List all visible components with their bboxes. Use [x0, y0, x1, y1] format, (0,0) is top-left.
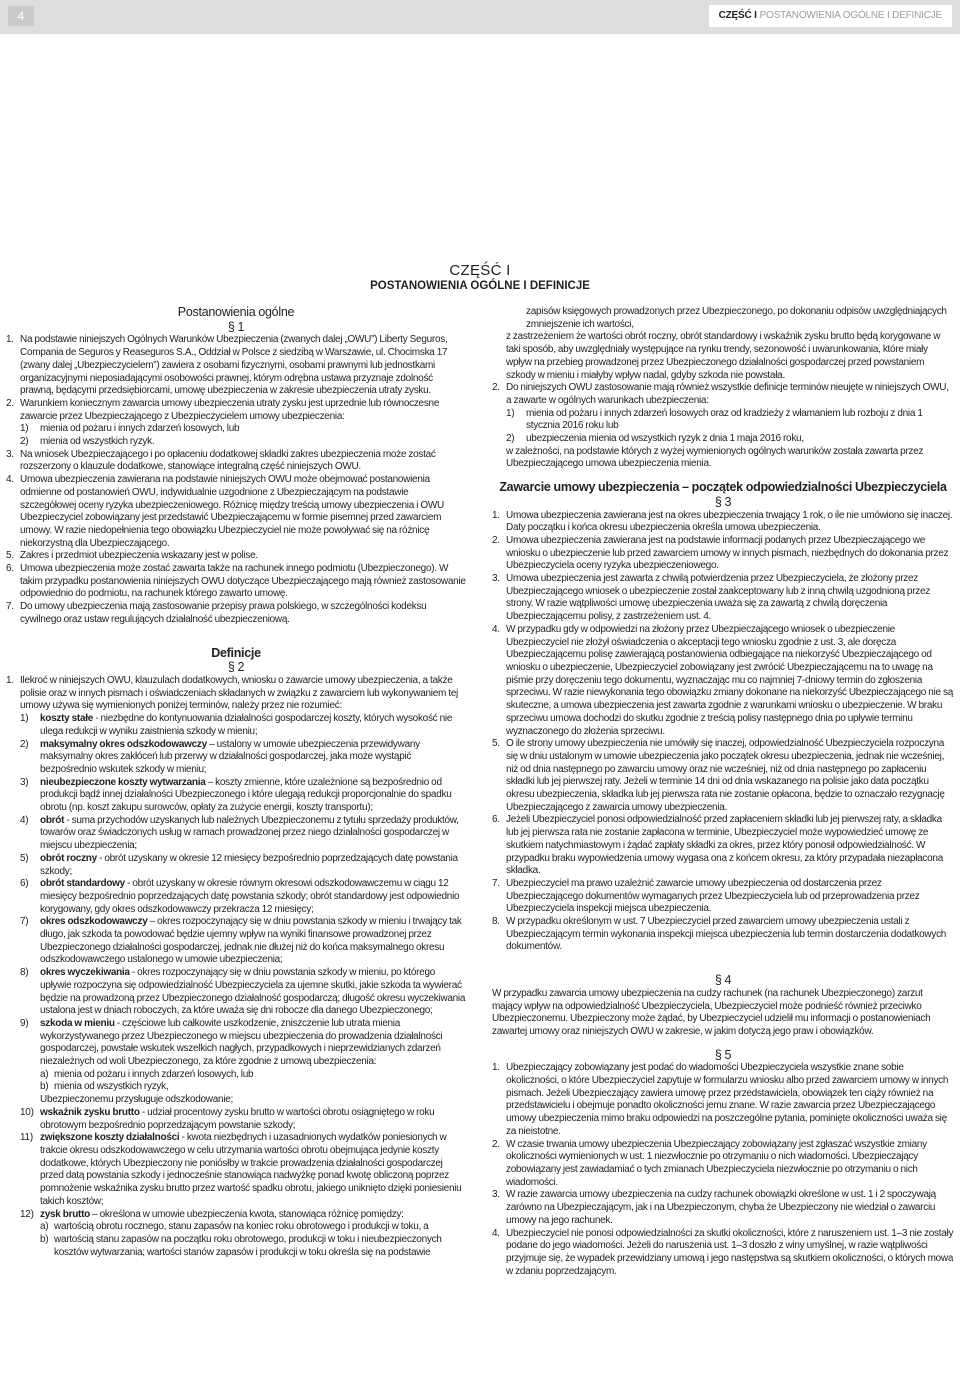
item-text: W czasie trwania umowy ubezpieczenia Ubezpieczający zobowiązany jest zgłaszać wszystkie zmiany okoliczności wymienionych w ust. 1 niezwłocznie po otrzymaniu o nich wiadomości. Ubezpieczający zobowiązany jest zawiadamiać o tych zmianach Ubezpieczyciela niezwłocznie po otrzymaniu o nich wiadomości.: [506, 1138, 927, 1188]
item-number: 6.: [6, 563, 14, 575]
list-item: [492, 878, 954, 916]
item-number: 2): [20, 738, 29, 750]
item-number: 3.: [6, 448, 14, 460]
item-text: – określona w umowie ubezpieczenia kwota, stanowiąca różnicę pomiędzy:: [89, 1208, 404, 1220]
list-item: [6, 563, 466, 601]
list-item: [492, 916, 954, 954]
paragraph-3-heading: § 3: [714, 494, 732, 509]
sub-list-item: [40, 1234, 466, 1259]
continued-text-1: [526, 306, 954, 331]
item-text: Ilekroć w niniejszych OWU, klauzulach dodatkowych, wniosku o zawarcie umowy ubezpieczenia, a także polisie oraz w innych pismach i oświadczeniach składanych w związku z zawarciem lub wykonywaniem tej umowy używa się wymienionych poniżej terminów, należy przez nie rozumieć:: [20, 674, 458, 712]
item-text: - obrót uzyskany w okresie równym okresowi odszkodowawczemu w ciągu 12 miesięcy bezpośrednio poprzedzających datę powstania szkody; obrót standardowy jest odpowiednio korygowany, gdy okres odszkodowawczy przekracza 12 miesięcy;: [40, 878, 460, 915]
item-text: Do niniejszych OWU zastosowanie mają również wszystkie definicje terminów nieujęte w niniejszych OWU, a zawarte w ogólnych warunkach ubezpieczenia:: [506, 382, 949, 406]
item-text: Zakres i przedmiot ubezpieczenia wskazany jest w polise.: [20, 550, 258, 562]
item-number: 1): [20, 423, 29, 435]
part-title: CZĘŚĆ I: [449, 262, 511, 279]
definition-item: [20, 878, 466, 916]
definition-item: [20, 916, 466, 967]
item-number: b): [40, 1081, 49, 1093]
item-text: - niezbędne do kontynuowania działalności gospodarczej koszty, których wysokość nie ulega redukcji w wyniku zaistnienia szkody w mieniu;: [40, 713, 453, 737]
item-number: 3.: [492, 1189, 500, 1201]
definition-item: [20, 1107, 466, 1132]
item-text: Ubezpieczający zobowiązany jest podać do wiadomości Ubezpieczyciela wszystkie znane sobie okoliczności, o które Ubezpieczyciel zapytuje w formularzu wniosku albo przed zawarciem umowy w innych pismach. Jeżeli Ubezpieczający zawiera umowę przez przedstawiciela, obowiązek ten ciąży również na przedstawicielu i obejmuje ponadto okoliczności jemu znane. W razie zawarcia przez Ubezpieczającego umowy ubezpieczenia mimo braku odpowiedzi na poszczególne pytania, pominięte okoliczności uważa się za nieistotne.: [506, 1062, 949, 1137]
list-item: [492, 1062, 954, 1138]
list-item: [492, 1228, 954, 1279]
list-item: [6, 398, 466, 423]
header-bar: [0, 0, 960, 34]
item-number: 1.: [492, 1062, 500, 1074]
item-number: 1.: [492, 509, 500, 521]
definition-item: [20, 853, 466, 878]
item-text: Umowa ubezpieczenia jest zawarta z chwilą potwierdzenia przez Ubezpieczyciela, że złożony przez Ubezpieczającego wniosek o ubezpieczenie został zaakceptowany lub z inną chwilą uzgodnioną przez strony. W razie wątpliwości umowę ubezpieczenia uważa się za zawartą z chwilą doręczenia Ubezpieczającemu polisy, z zastrzeżeniem ust. 4.: [506, 573, 930, 623]
item-text: mienia od pożaru i innych zdarzeń losowych, lub: [40, 423, 240, 435]
item-text: – ustalony w umowie ubezpieczenia przewidywany maksymalny okres zakłóceń lub przerwy w działalności gospodarczej, jaka może wystąpić bezpośrednio wskutek szkody w mieniu;: [40, 738, 420, 775]
sub-list-item: [20, 423, 466, 436]
item-text: Na wniosek Ubezpieczającego i po opłaceniu dodatkowej składki zakres ubezpieczenia może zostać rozszerzony o klauzule dodatkowe, stanowiące integralną część niniejszych OWU.: [20, 448, 436, 473]
definition-term: nieubezpieczone koszty wytwarzania: [40, 776, 206, 788]
definitions-item-2-tail: w zależności, na podstawie których z wyżej wymienionych ogólnych warunków została zawarta przez Ubezpieczającego umowa ubezpieczenia mienia.: [506, 445, 924, 470]
sub-list-item: [40, 1081, 466, 1094]
item-text: Umowa ubezpieczenia może zostać zawarta także na rachunek innego podmiotu (Ubezpieczonego). W takim przypadku postanowienia niniejszych OWU dotyczące Ubezpieczającego mają również zastosowanie odpowiednio do podmiotu, na rachunek którego zawarto umowę.: [20, 563, 466, 600]
item-number: 4.: [492, 1227, 500, 1239]
paragraph-1-heading: § 1: [227, 319, 245, 334]
item-number: 2.: [492, 1138, 500, 1150]
list-item: [492, 1189, 954, 1227]
item-text: - okres rozpoczynający się w dniu powstania szkody w mieniu, po którego upływie rozpoczyna się odpowiedzialność Ubezpieczyciela za ujemne skutki, jakie szkoda ta wywierać będzie na prowadzoną przez Ubezpieczonego działalność gospodarczą; długość okresu wyczekiwania ustalona jest w dniach roboczych, za które uważa się dni robocze dla danego Ubezpieczonego;: [40, 967, 466, 1017]
item-number: 9): [20, 1017, 29, 1029]
item-number: 3): [20, 776, 29, 788]
item-text: wartością obrotu rocznego, stanu zapasów na koniec roku obrotowego i produkcji w toku, a: [54, 1221, 429, 1233]
list-item: [492, 1139, 954, 1190]
item-number: 2): [506, 433, 515, 445]
list-item: [492, 573, 954, 624]
list-item: [492, 510, 954, 535]
right-column: [492, 306, 954, 1386]
definition-term: okres wyczekiwania: [40, 967, 130, 979]
list-item: [492, 814, 954, 878]
definition-term: zwiększone koszty działalności: [40, 1132, 180, 1144]
list-item: [492, 624, 954, 738]
definition-item: [20, 739, 466, 777]
item-text: Do umowy ubezpieczenia mają zastosowanie przepisy prawa polskiego, w szczególności kodeksu cywilnego oraz ustaw regulujących działalność ubezpieczeniową.: [20, 601, 427, 625]
item-text: Warunkiem koniecznym zawarcia umowy ubezpieczenia utraty zysku jest uprzednie lub równoczesne zawarcie przez Ubezpieczającego z Ubezpieczycielem umowy ubezpieczenia:: [20, 397, 440, 422]
item-text: – koszty zmienne, które uzależnione są bezpośrednio od produkcji bądź innej działalności Ubezpieczonego i które ulegają redukcji proporcjonalnie do spadku obrotu (np. koszt zakupu surowców, opłaty za zużycie energii, koszty transportu);: [40, 776, 452, 814]
item-number: 4): [20, 814, 29, 826]
definition-term: zysk brutto: [40, 1208, 90, 1220]
definition-term: szkoda w mieniu: [40, 1017, 115, 1029]
item-text: ubezpieczenia mienia od wszystkich ryzyk z dnia 1 maja 2016 roku,: [526, 433, 804, 445]
section-tag-rest: POSTANOWIENIA OGÓLNE I DEFINICJE: [759, 10, 942, 21]
definition-term: okres odszkodowawczy: [40, 916, 148, 928]
list-item: [492, 535, 954, 573]
part-heading: [0, 262, 960, 292]
part-subtitle: POSTANOWIENIA OGÓLNE I DEFINICJE: [370, 280, 590, 292]
item-number: 6): [20, 878, 29, 890]
item-text: wartością stanu zapasów na początku roku obrotowego, produkcji w toku i nieubezpieczonych kosztów wytwarzania; wartości stanów zapasów i produkcji w toku określa się na podstawie: [54, 1233, 442, 1258]
item-text: zapisów księgowych prowadzonych przez Ubezpieczonego, po dokonaniu odpisów uwzględniających zmniejszenie ich wartości,: [526, 306, 947, 330]
item-number: 4.: [6, 474, 14, 486]
item-number: 11): [20, 1132, 33, 1144]
item-text: Umowa ubezpieczenia zawierana jest na podstawie informacji podanych przez Ubezpieczającego we wniosku o ubezpieczenie lub przed zawarciem umowy w innych pismach, niezbędnych do dokonania przez Ubezpieczyciela oceny ryzyka ubezpieczeniowego.: [506, 534, 949, 572]
item-number: 4.: [492, 623, 500, 635]
paragraph-4-heading: § 4: [714, 973, 732, 988]
item-number: 1): [20, 713, 29, 725]
definition-term: obrót roczny: [40, 852, 97, 864]
definition-9-tail: Ubezpieczonemu przysługuje odszkodowanie;: [40, 1094, 234, 1106]
paragraph-5-heading: § 5: [714, 1047, 732, 1062]
item-text: Umowa ubezpieczenia zawierana jest na okres ubezpieczenia trwający 1 rok, o ile nie umówiono się inaczej. Daty początku i końca okresu ubezpieczenia określa umowa ubezpieczenia.: [506, 509, 953, 534]
paragraph-4-text: W przypadku zawarcia umowy ubezpieczenia na cudzy rachunek (na rachunek Ubezpieczonego) zarzut mający wpływ na odpowiedzialność Ubezpieczyciela, Ubezpieczyciel może podnieść również przeciwko Ubezpieczonemu. Ubezpieczony może żądać, by Ubezpieczyciel udzielił mu informacji o postanowieniach zawartej umowy oraz niniejszych OWU w zakresie, w jakim dotyczą jego praw i obowiązków.: [492, 987, 931, 1037]
definitions-title: Definicje: [211, 645, 261, 660]
sub-list-item: [40, 1069, 466, 1082]
definition-term: wskaźnik zysku brutto: [40, 1106, 140, 1118]
item-text: - częściowe lub całkowite uszkodzenie, zniszczenie lub utrata mienia wykorzystywanego przez Ubezpieczonego w miejscu ubezpieczenia do prowadzenia działalności gospodarczej, powstałe wskutek wszelkich nagłych, przypadkowych i nieprzewidzianych zdarzeń niezależnych od woli Ubezpieczonego, za które zgodnie z umową ubezpieczenia:: [40, 1017, 443, 1068]
item-number: 7.: [6, 601, 14, 613]
item-number: 10): [20, 1106, 34, 1118]
definitions-intro: [6, 675, 466, 713]
list-item: [6, 550, 466, 563]
contract-title: Zawarcie umowy ubezpieczenia – początek odpowiedzialności Ubezpieczyciela: [499, 480, 947, 495]
item-number: 2): [20, 436, 29, 448]
item-text: - obrót uzyskany w okresie 12 miesięcy bezpośrednio poprzedzających datę powstania szkody;: [40, 852, 458, 877]
item-number: 5): [20, 852, 29, 864]
item-text: - kwota niezbędnych i uzasadnionych wydatków poniesionych w trakcie okresu odszkodowawczego w celu utrzymania wartości obrotu obejmująca jedynie koszty dodatkowe, których Ubezpieczony nie poniósłby w trakcie prowadzenia działalności gospodarczej przed datą powstania szkody i jednocześnie stanowiąca nadwyżkę ponad kwotę obliczoną poprzez pomnożenie wskaźnika zysku brutto przez wartość spadku obrotu, jakiego uniknięto dzięki poniesieniu takich kosztów;: [40, 1132, 462, 1207]
item-number: 1.: [6, 334, 14, 346]
item-text: O ile strony umowy ubezpieczenia nie umówiły się inaczej, odpowiedzialność Ubezpieczyciela rozpoczyna się w dniu ustalonym w umowie ubezpieczenia jako początek okresu ubezpieczenia, jednak nie wcześniej, niż od dnia następnego po zawarciu umowy oraz nie wcześniej, niż od dnia następnego po zapłaceniu składki lub jej pierwszej raty. Jeżeli w terminie 14 dni od dnia wskazanego na polisie jako data początku okresu ubezpieczenia, składka lub jej pierwsza rata nie zostanie opłacona, będzie to oznaczało rezygnację Ubezpieczającego z zawarcia umowy ubezpieczenia.: [506, 738, 945, 813]
sub-list-item: [40, 1221, 466, 1234]
item-number: 3.: [492, 573, 500, 585]
definition-item: [20, 1018, 466, 1069]
item-text: Ubezpieczyciel ma prawo uzależnić zawarcie umowy ubezpieczenia od dostarczenia przez Ubezpieczającego dokumentów wymaganych przez Ubezpieczyciela lub od przeprowadzenia przez Ubezpieczyciela inspekcji miejsca ubezpieczenia.: [506, 877, 920, 915]
definition-item: [20, 777, 466, 815]
item-text: mienia od pożaru i innych zdarzeń losowych oraz od kradzieży z włamaniem lub rozboju z dnia 1 stycznia 2016 roku lub: [526, 407, 923, 432]
item-text: mienia od wszystkich ryzyk.: [40, 436, 155, 448]
list-item: [492, 738, 954, 814]
item-text: W przypadku gdy w odpowiedzi na złożony przez Ubezpieczającego wniosek o ubezpieczenie Ubezpieczyciel nie złożył oświadczenia o akceptacji tego wniosku zgodnie z ust. 3, ale doręcza Ubezpieczającemu polisę zawierającą postanowienia odbiegające na niekorzyść Ubezpieczającego od wniosku o ubezpieczenie, Ubezpieczyciel zobowiązany jest zwrócić Ubezpieczającemu na to uwagę na piśmie przy doręczeniu tego dokumentu, wyznaczając mu co najmniej 7-dniowy termin do zgłoszenia sprzeciwu. W razie niewykonania tego obowiązku zmiany dokonane na niekorzyść Ubezpieczającego nie są skuteczne, a umowa ubezpieczenia jest zawarta zgodnie z warunkami wniosku o ubezpieczenie. W braku sprzeciwu umowa dochodzi do skutku zgodnie z treścią polisy następnego dnia po upływie terminu wyznaczonego do złożenia sprzeciwu.: [506, 623, 953, 737]
item-number: 5.: [492, 738, 500, 750]
definition-item: [20, 815, 466, 853]
item-number: 1.: [6, 674, 14, 686]
item-number: 6.: [492, 814, 500, 826]
item-text: Umowa ubezpieczenia zawierana na podstawie niniejszych OWU może obejmować postanowienia odmienne od postanowień OWU, indywidualnie uzgodnione z Ubezpieczającym na podstawie szczegółowej oceny ryzyka ubezpieczeniowego. Różnicę między treścią umowy ubezpieczenia i OWU Ubezpieczyciel zobowiązany jest przedstawić Ubezpieczającemu w formie pisemnej przed zawarciem umowy. W razie niedopełnienia tego obowiązku Ubezpieczyciel nie może powoływać się na różnicę niekorzystną dla Ubezpieczającego.: [20, 474, 444, 549]
sub-list-item: [506, 408, 954, 433]
left-column: [6, 306, 466, 1386]
section-tag-bold: CZĘŚĆ I: [718, 10, 757, 21]
definition-term: koszty stałe: [40, 713, 94, 725]
item-number: 8): [20, 967, 29, 979]
item-number: 1): [506, 407, 515, 419]
item-text: Na podstawie niniejszych Ogólnych Warunków Ubezpieczenia (zwanych dalej „OWU”) Liberty Seguros, Compania de Seguros y Reaseguros S.A., Oddział w Polsce z siedzibą w Warszawie, ul. Chocimska 17 (zwany dalej „Ubezpieczycielem”) zawiera z osobami fizycznymi, osobami prawnymi lub jednostkami organizacyjnymi nieposiadającymi osobowości prawnej, którym odrębna ustawa przyznaje zdolność prawną, będącymi przedsiębiorcami, umowę ubezpieczenia w zakresie ubezpieczenia utraty zysku.: [20, 334, 448, 397]
list-item: [6, 449, 466, 474]
section-tag: [709, 5, 952, 27]
item-text: Jeżeli Ubezpieczyciel ponosi odpowiedzialność przed zapłaceniem składki lub jej pierwszej raty, a składka lub jej pierwsza rata nie zostanie zapłacona w terminie, Ubezpieczyciel może wypowiedzieć umowę ze skutkiem natychmiastowym i żądać zapłaty składki za okres, przez który ponosił odpowiedzialność. W przypadku braku wypowiedzenia umowy wygasa ona z końcem okresu, za który przypadała niezapłacona składka.: [506, 814, 943, 877]
sub-list-item: [506, 433, 954, 446]
definition-item: [20, 713, 466, 738]
item-text: mienia od pożaru i innych zdarzeń losowych, lub: [54, 1068, 254, 1080]
list-item: [6, 601, 466, 626]
item-number: 12): [20, 1208, 34, 1220]
item-number: b): [40, 1233, 49, 1245]
item-text: - suma przychodów uzyskanych lub należnych Ubezpieczonemu z tytułu sprzedaży produktów, towarów oraz świadczonych usług w ramach prowadzonej przez niego działalności gospodarczej w miejscu ubezpieczenia;: [40, 814, 459, 852]
definition-item: [20, 1209, 466, 1222]
item-text: mienia od wszystkich ryzyk,: [54, 1081, 169, 1093]
item-number: 8.: [492, 916, 500, 928]
list-item: [6, 334, 466, 398]
item-number: 7.: [492, 877, 500, 889]
page-number: 4: [8, 6, 34, 26]
item-text: - udział procentowy zysku brutto w wartości obrotu osiągniętego w roku obrotowym bezpośrednio poprzedzającym powstanie szkody;: [40, 1106, 435, 1131]
list-item: [6, 474, 466, 550]
general-provisions-title: Postanowienia ogólne: [177, 306, 295, 319]
item-number: a): [40, 1068, 49, 1080]
definition-term: obrót: [40, 814, 65, 826]
item-number: 2.: [492, 534, 500, 546]
continued-text-2: z zastrzeżeniem że wartości obrót roczny, obrót standardowy i wskaźnik zysku brutto będą korygowane w taki sposób, aby uwzględniały występujące na rynku trendy, sezonowość i uwarunkowania, które miały wpływ na przebieg prowadzonej przez Ubezpieczonego działalności gospodarczej przed powstaniem szkody w mieniu i miałyby wpływ nadal, gdyby szkoda nie powstała.: [506, 331, 941, 381]
definition-item: [20, 1132, 466, 1208]
item-number: 2.: [6, 397, 14, 409]
item-text: W razie zawarcia umowy ubezpieczenia na cudzy rachunek obowiązki określone w ust. 1 i 2 spoczywają zarówno na Ubezpieczającym, jak i na Ubezpieczonym, chyba że Ubezpieczony nie wiedział o zawarciu umowy na jego rachunek.: [506, 1189, 936, 1226]
item-text: – okres rozpoczynający się w dniu powstania szkody w mieniu i trwający tak długo, jak szkoda ta powodować będzie ujemny wpływ na wyniki finansowe prowadzonej przez Ubezpieczonego działalności gospodarczej, jednak nie dłużej niż do końca maksymalnego okresu odszkodowawczego ustalonego w umowie ubezpieczenia;: [40, 916, 462, 966]
item-number: a): [40, 1221, 49, 1233]
item-text: W przypadku określonym w ust. 7 Ubezpieczyciel przed zawarciem umowy ubezpieczenia ustali z Ubezpieczającym termin wykonania inspekcji miejsca ubezpieczenia lub termin dostarczenia dodatkowych dokumentów.: [506, 916, 947, 953]
item-number: 7): [20, 916, 29, 928]
sub-list-item: [20, 436, 466, 449]
paragraph-2-heading: § 2: [227, 660, 245, 675]
definitions-item-2: [492, 382, 954, 407]
item-number: 2.: [492, 382, 500, 394]
definition-item: [20, 967, 466, 1018]
item-text: Ubezpieczyciel nie ponosi odpowiedzialności za skutki okoliczności, które z naruszeniem ust. 1–3 nie zostały podane do jego wiadomości. Jeżeli do naruszenia ust. 1–3 doszło z winy umyślnej, w razie wątpliwości przyjmuje się, że wypadek przewidziany umową i jego następstwa są skutkiem okoliczności, o których mowa w zdaniu poprzedzającym.: [506, 1227, 954, 1277]
definition-term: obrót standardowy: [40, 878, 125, 890]
definition-term: maksymalny okres odszkodowawczy: [40, 738, 207, 750]
item-number: 5.: [6, 550, 14, 562]
